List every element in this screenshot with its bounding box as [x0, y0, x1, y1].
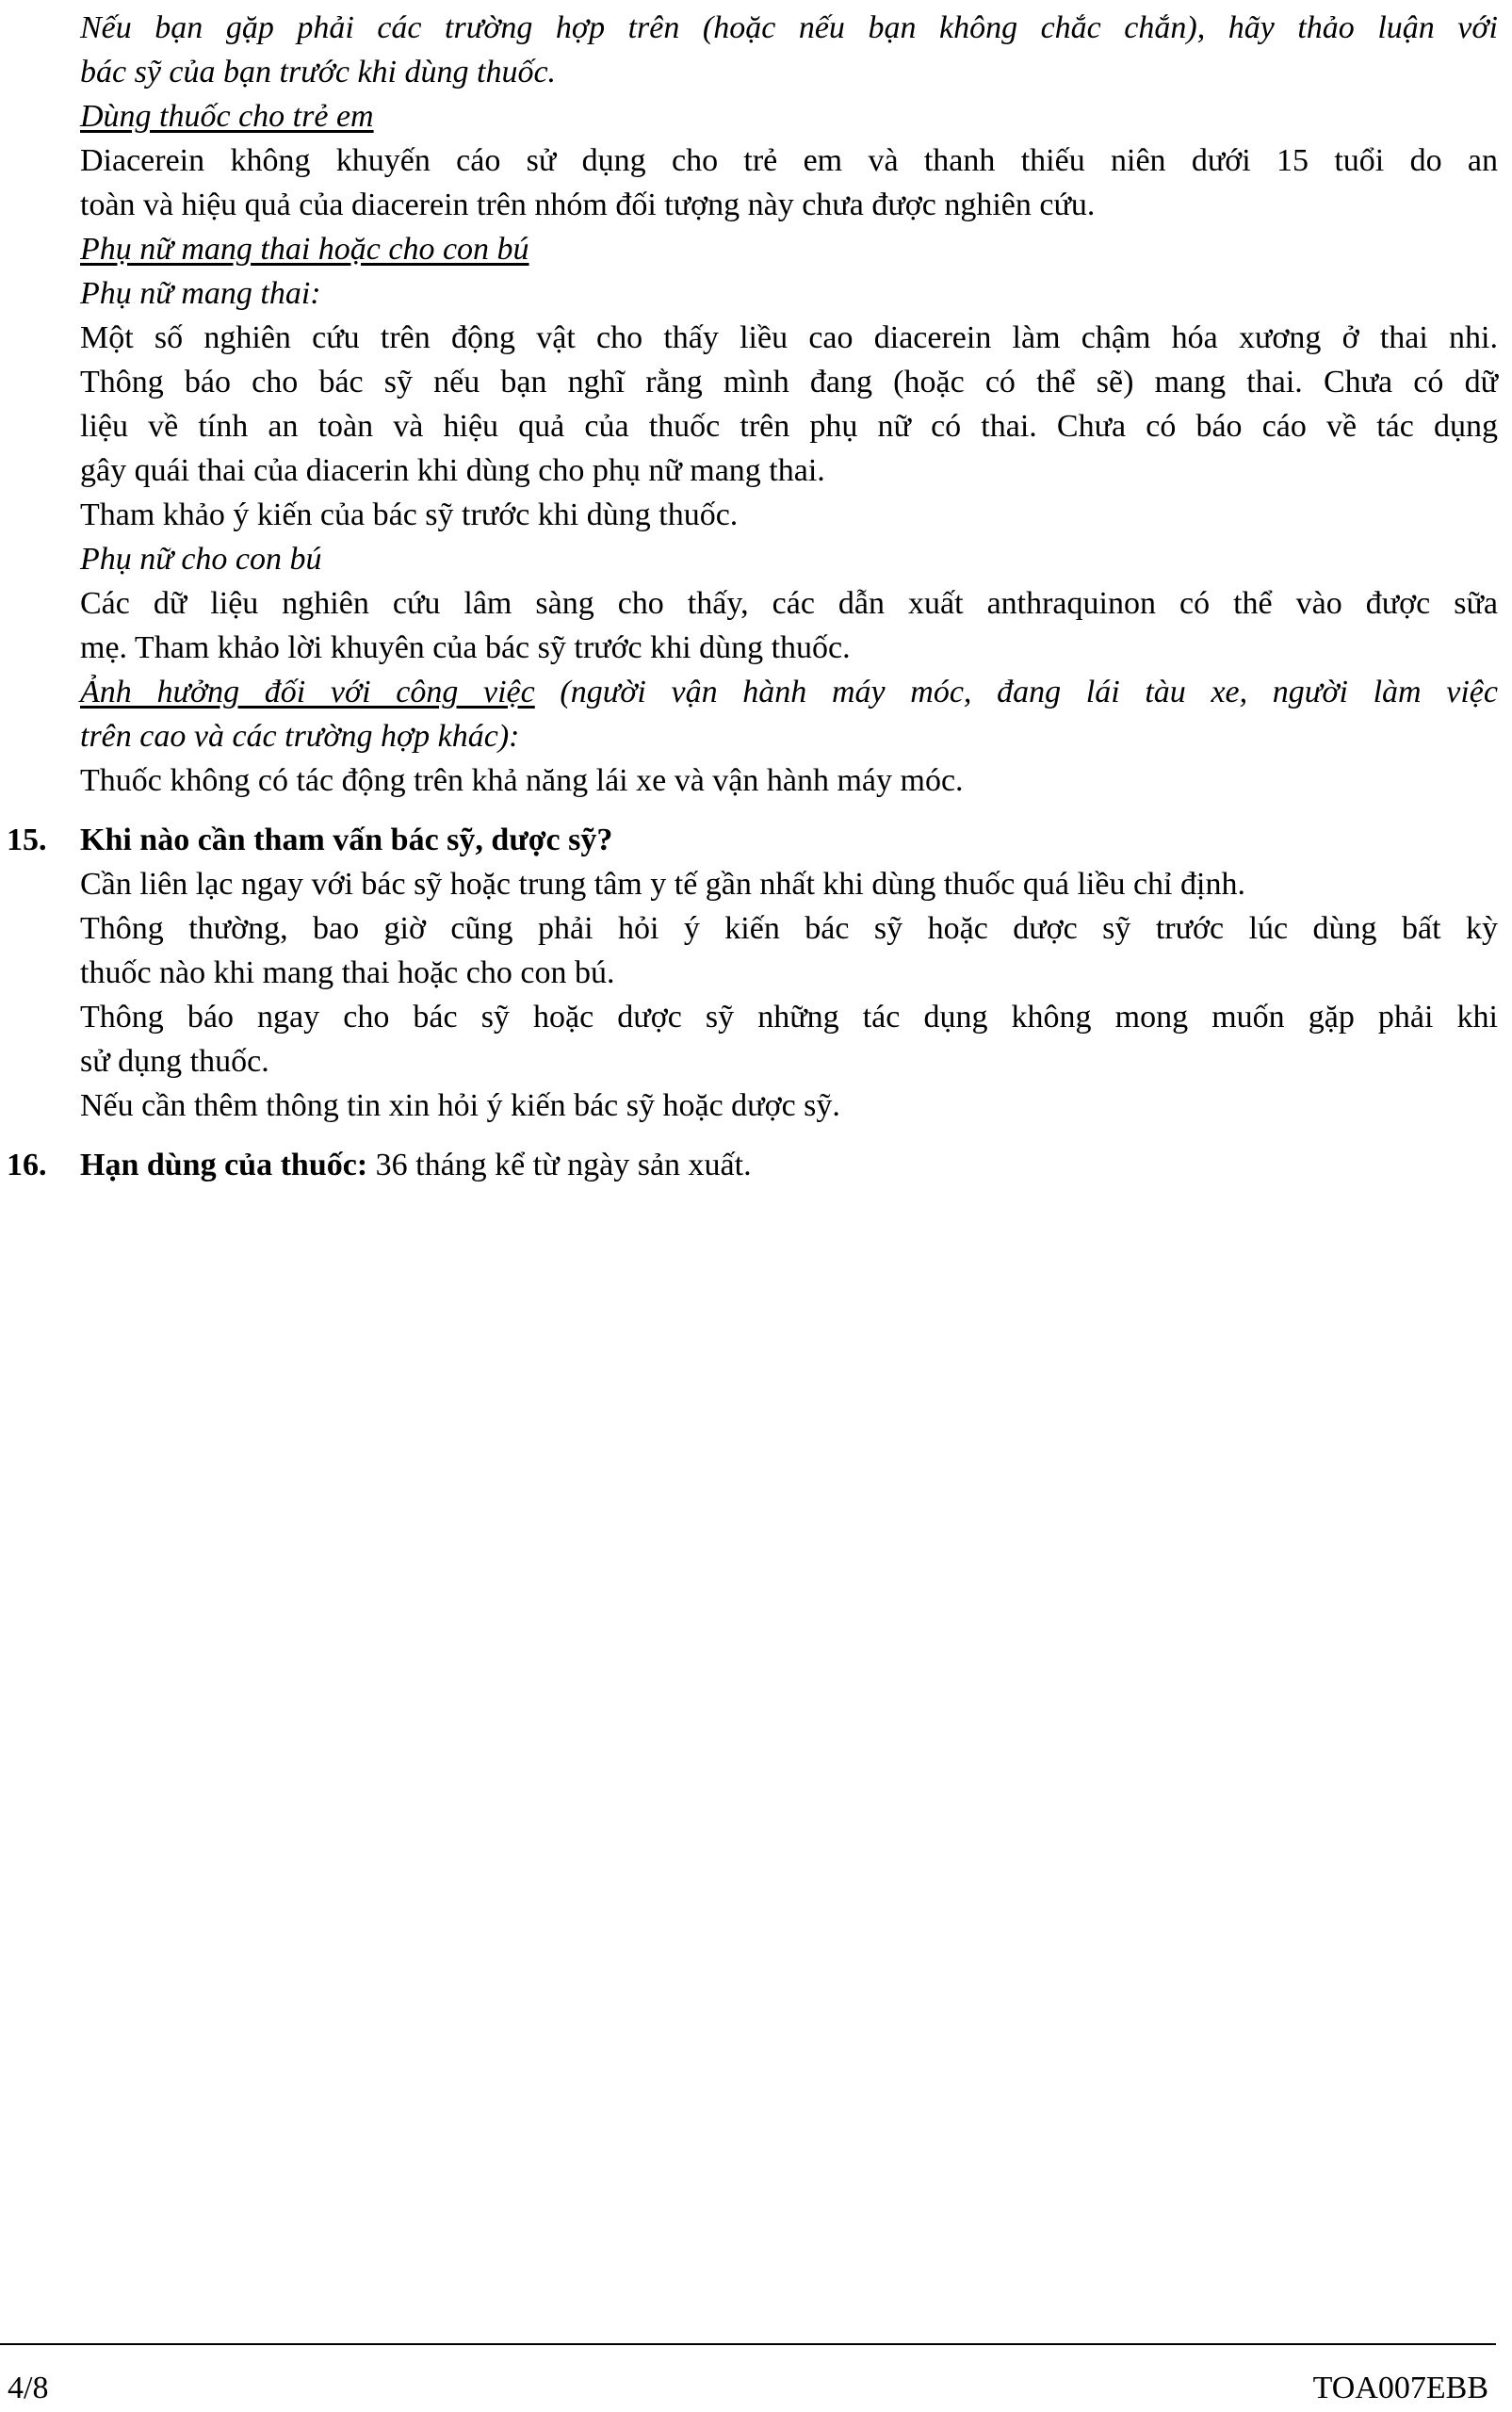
breastfeeding-text-line: mẹ. Tham khảo lời khuyên của bác sỹ trước khi dùng thuốc.: [80, 630, 851, 665]
section-text-line: Thông thường, bao giờ cũng phải hỏi ý kiến bác sỹ hoặc dược sỹ trước lúc dùng bất kỳ: [80, 911, 1498, 946]
intro-line: bác sỹ của bạn trước khi dùng thuốc.: [80, 55, 557, 90]
work-heading-line: [80, 670, 1498, 714]
section-text-line: thuốc nào khi mang thai hoặc cho con bú.: [80, 955, 615, 990]
pregnancy-subheading: Phụ nữ mang thai:: [80, 276, 321, 311]
section-text-line: Thông báo ngay cho bác sỹ hoặc dược sỹ những tác dụng không mong muốn gặp phải khi: [80, 1000, 1498, 1035]
section-text-line: Cần liên lạc ngay với bác sỹ hoặc trung tâm y tế gần nhất khi dùng thuốc quá liều chỉ định.: [80, 867, 1245, 902]
section-15: [7, 818, 1498, 1128]
work-heading-rest: (người vận hành máy móc, đang lái tàu xe, người làm việc: [534, 675, 1498, 709]
section-16: [7, 1143, 1498, 1187]
footer-divider: [0, 2343, 1496, 2345]
page-number: 4/8: [8, 2371, 49, 2405]
section-title: Hạn dùng của thuốc:: [80, 1148, 368, 1182]
pregnancy-text-line: Một số nghiên cứu trên động vật cho thấy liều cao diacerein làm chậm hóa xương ở thai nhi.: [80, 320, 1498, 355]
children-text-line: Diacerein không khuyến cáo sử dụng cho trẻ em và thanh thiếu niên dưới 15 tuổi do an: [80, 143, 1498, 178]
work-text: Thuốc không có tác động trên khả năng lái xe và vận hành máy móc.: [80, 763, 964, 798]
pregnancy-text-line: gây quái thai của diacerin khi dùng cho phụ nữ mang thai.: [80, 453, 825, 488]
section-number: 15.: [7, 823, 47, 857]
children-text-line: toàn và hiệu quả của diacerein trên nhóm đối tượng này chưa được nghiên cứu.: [80, 187, 1096, 222]
pregnancy-text-line: Thông báo cho bác sỹ nếu bạn nghĩ rằng mình đang (hoặc có thể sẽ) mang thai. Chưa có dữ: [80, 365, 1498, 399]
section-value: 36 tháng kể từ ngày sản xuất.: [367, 1148, 752, 1182]
section-line: [80, 1143, 1498, 1187]
document-code: TOA007EBB: [1312, 2371, 1488, 2405]
pregnancy-text-line: Tham khảo ý kiến của bác sỹ trước khi dùng thuốc.: [80, 497, 739, 532]
children-heading: Dùng thuốc cho trẻ em: [80, 99, 374, 134]
breastfeeding-subheading: Phụ nữ cho con bú: [80, 542, 322, 577]
pregnancy-heading: Phụ nữ mang thai hoặc cho con bú: [80, 232, 529, 267]
section-text-line: Nếu cần thêm thông tin xin hỏi ý kiến bác sỹ hoặc dược sỹ.: [80, 1088, 840, 1123]
page-content: [7, 6, 1498, 1187]
intro-line: Nếu bạn gặp phải các trường hợp trên (hoặc nếu bạn không chắc chắn), hãy thảo luận với: [80, 10, 1498, 45]
pregnancy-text-line: liệu về tính an toàn và hiệu quả của thuốc trên phụ nữ có thai. Chưa có báo cáo về tác dụng: [80, 409, 1498, 444]
section-text-line: sử dụng thuốc.: [80, 1044, 269, 1079]
breastfeeding-text-line: Các dữ liệu nghiên cứu lâm sàng cho thấy, các dẫn xuất anthraquinon có thể vào được sữa: [80, 586, 1498, 621]
work-heading: Ảnh hưởng đối với công việc: [80, 675, 535, 709]
section-number: 16.: [7, 1148, 47, 1182]
section-title: Khi nào cần tham vấn bác sỹ, dược sỹ?: [80, 823, 613, 857]
work-heading-line: trên cao và các trường hợp khác):: [80, 719, 520, 754]
